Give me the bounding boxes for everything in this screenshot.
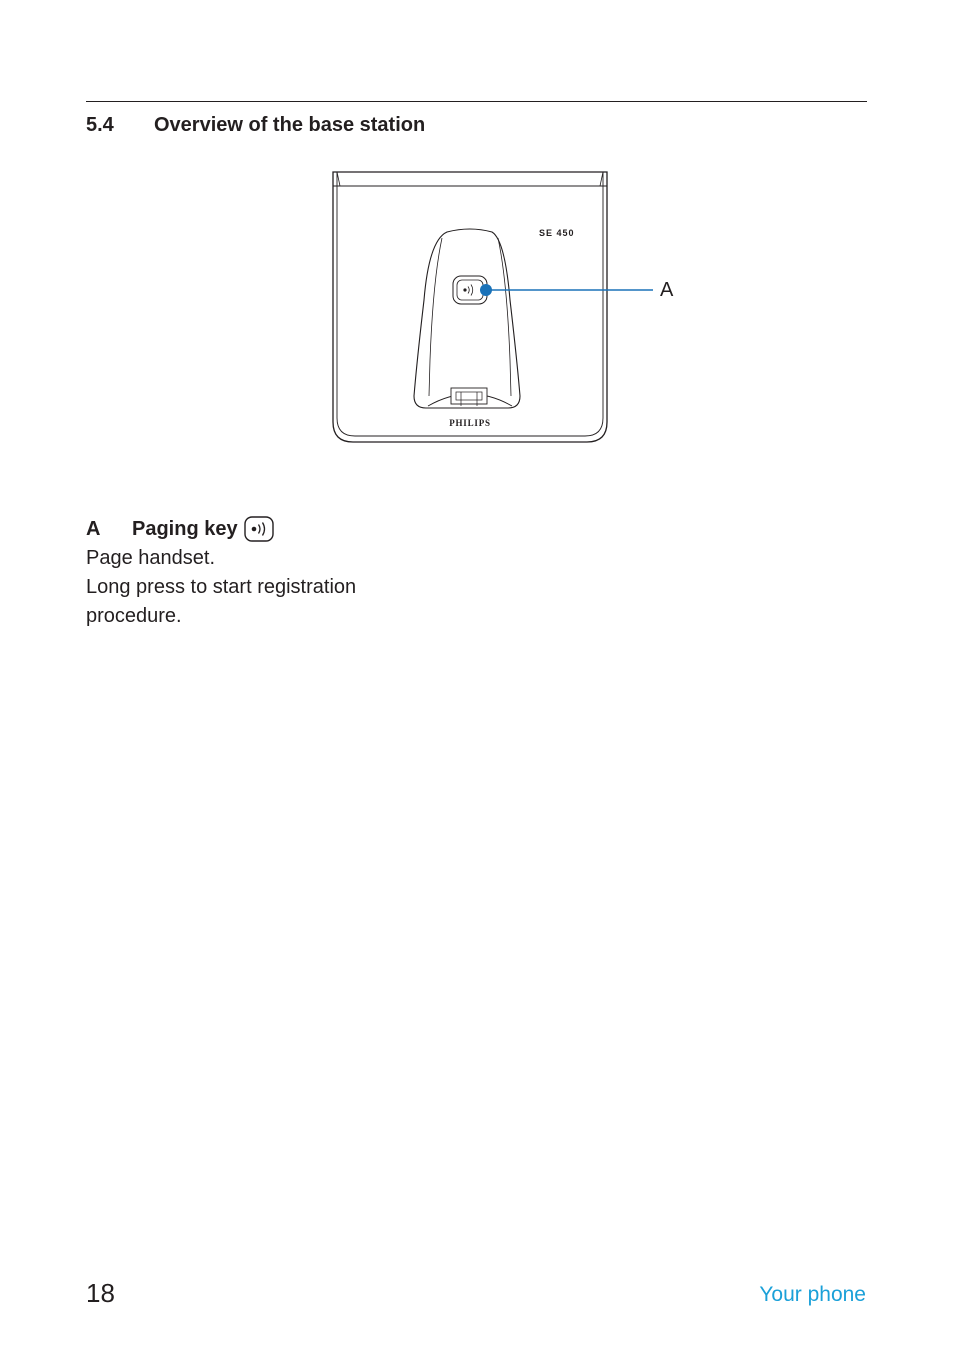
- model-label: SE 450: [539, 228, 575, 238]
- callout-dot: [480, 284, 492, 296]
- charging-connector: [451, 388, 487, 404]
- item-title-text: Paging key: [132, 518, 238, 540]
- section-heading: [86, 112, 425, 138]
- item-desc-line-1: Page handset.: [86, 547, 215, 569]
- brand-label: PHILIPS: [449, 418, 491, 428]
- base-station-illustration: [320, 160, 700, 460]
- paging-key-icon: [244, 516, 274, 542]
- page-number: 18: [86, 1278, 115, 1308]
- item-title: [86, 514, 406, 544]
- item-desc-line-3: procedure.: [86, 605, 182, 627]
- item-paging-key: [86, 514, 406, 631]
- item-letter: A: [86, 518, 101, 540]
- base-station-figure: [320, 160, 700, 460]
- item-desc-line-2: Long press to start registration: [86, 576, 357, 598]
- section-title: Overview of the base station: [154, 114, 426, 136]
- footer-section-name: Your phone: [759, 1283, 866, 1306]
- section-number: 5.4: [86, 114, 114, 136]
- callout-label: A: [660, 279, 674, 301]
- top-rule: [86, 101, 867, 102]
